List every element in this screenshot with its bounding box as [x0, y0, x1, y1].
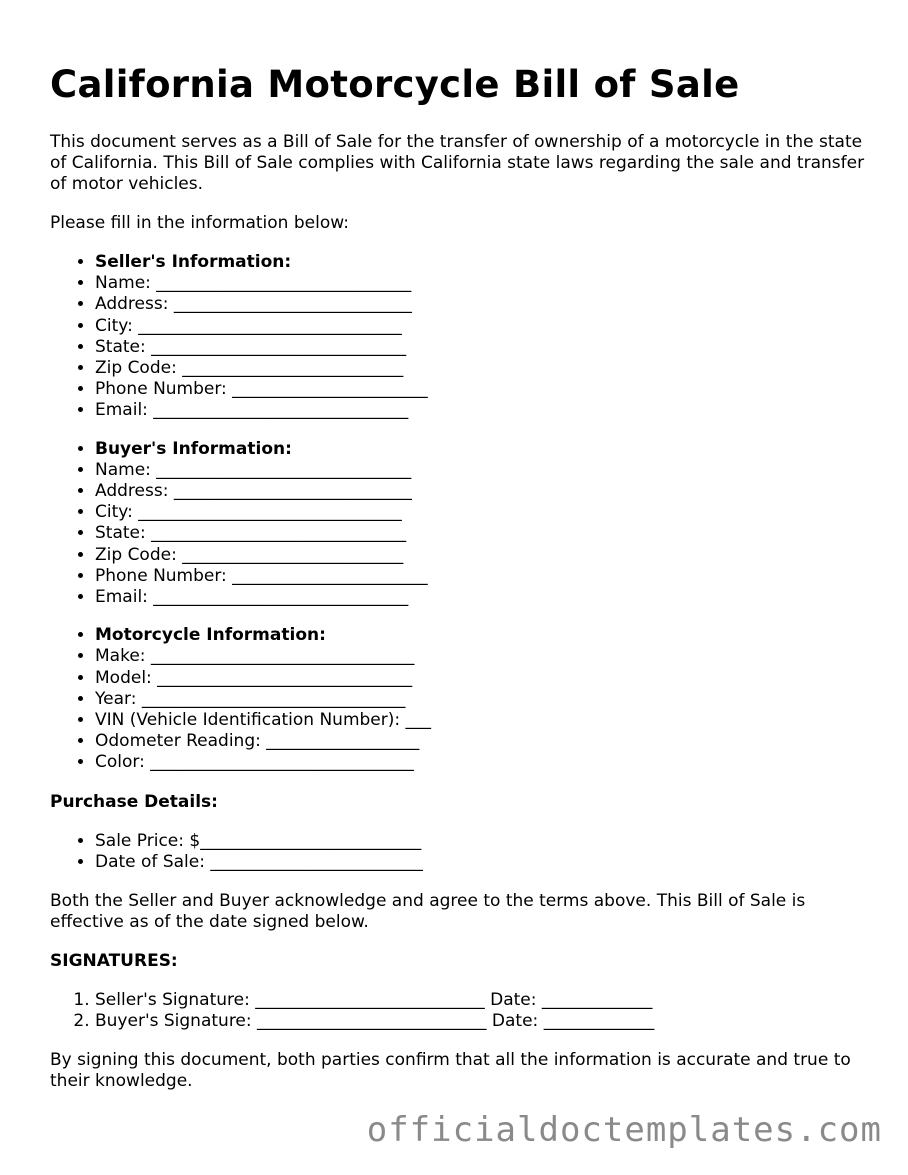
list-item [95, 625, 870, 646]
list-item [95, 252, 870, 273]
motorcycle-year-field[interactable]: • Year: _______________________________ [95, 689, 870, 710]
purchase-details-list [50, 831, 870, 873]
buyer-address-field[interactable]: • Address: ____________________________ [95, 481, 870, 502]
motorcycle-make-field[interactable]: • Make: _______________________________ [95, 646, 870, 667]
buyer-name-field[interactable]: • Name: ______________________________ [95, 460, 870, 481]
buyer-info-list [50, 439, 870, 609]
seller-phone-field[interactable]: • Phone Number: _______________________ [95, 379, 870, 400]
seller-info-list [50, 252, 870, 422]
seller-email-field[interactable]: • Email: ______________________________ [95, 400, 870, 421]
motorcycle-vin-field[interactable]: • VIN (Vehicle Identification Number): ___ [95, 710, 870, 731]
buyer-signature-line[interactable]: 2. Buyer's Signature: ___________________________ Date: _____________ [95, 1011, 870, 1032]
seller-state-field[interactable]: • State: ______________________________ [95, 337, 870, 358]
purchase-heading: Purchase Details: [50, 791, 218, 812]
motorcycle-info-list [50, 625, 870, 773]
buyer-email-field[interactable]: • Email: ______________________________ [95, 587, 870, 608]
seller-address-field[interactable]: • Address: ____________________________ [95, 294, 870, 315]
motorcycle-color-field[interactable]: • Color: _______________________________ [95, 752, 870, 773]
signatures-heading: SIGNATURES: [50, 951, 178, 972]
list-item [95, 439, 870, 460]
intro-paragraph: This document serves as a Bill of Sale for the transfer of ownership of a motorcycle in the state of California. This Bill of Sale complies with California state laws regarding the sale and transfer of motor vehicles. [50, 132, 865, 194]
buyer-phone-field[interactable]: • Phone Number: _______________________ [95, 566, 870, 587]
closing-paragraph: By signing this document, both parties confirm that all the information is accurate and true to their knowledge. [50, 1050, 851, 1092]
sale-price-field[interactable]: • Sale Price: $__________________________ [95, 831, 870, 852]
signatures-list [50, 990, 870, 1032]
fill-prompt: Please fill in the information below: [50, 213, 349, 233]
page-title: California Motorcycle Bill of Sale [50, 63, 740, 106]
motorcycle-heading: Motorcycle Information: [95, 625, 326, 646]
motorcycle-odometer-field[interactable]: • Odometer Reading: __________________ [95, 731, 870, 752]
seller-name-field[interactable]: • Name: ______________________________ [95, 273, 870, 294]
seller-city-field[interactable]: • City: _______________________________ [95, 316, 870, 337]
buyer-city-field[interactable]: • City: _______________________________ [95, 502, 870, 523]
watermark-text: officialdoctemplates.com [366, 1110, 882, 1150]
motorcycle-model-field[interactable]: • Model: ______________________________ [95, 668, 870, 689]
seller-signature-line[interactable]: 1. Seller's Signature: ___________________________ Date: _____________ [95, 990, 870, 1011]
seller-heading: Seller's Information: [95, 252, 292, 272]
buyer-heading: Buyer's Information: [95, 438, 292, 459]
acknowledgement-paragraph: Both the Seller and Buyer acknowledge and agree to the terms above. This Bill of Sale is effective as of the date signed below. [50, 891, 806, 933]
seller-zip-field[interactable]: • Zip Code: __________________________ [95, 358, 870, 379]
buyer-zip-field[interactable]: • Zip Code: __________________________ [95, 545, 870, 566]
buyer-state-field[interactable]: • State: ______________________________ [95, 523, 870, 544]
document-page [50, 62, 870, 1092]
sale-date-field[interactable]: • Date of Sale: _________________________ [95, 852, 870, 873]
